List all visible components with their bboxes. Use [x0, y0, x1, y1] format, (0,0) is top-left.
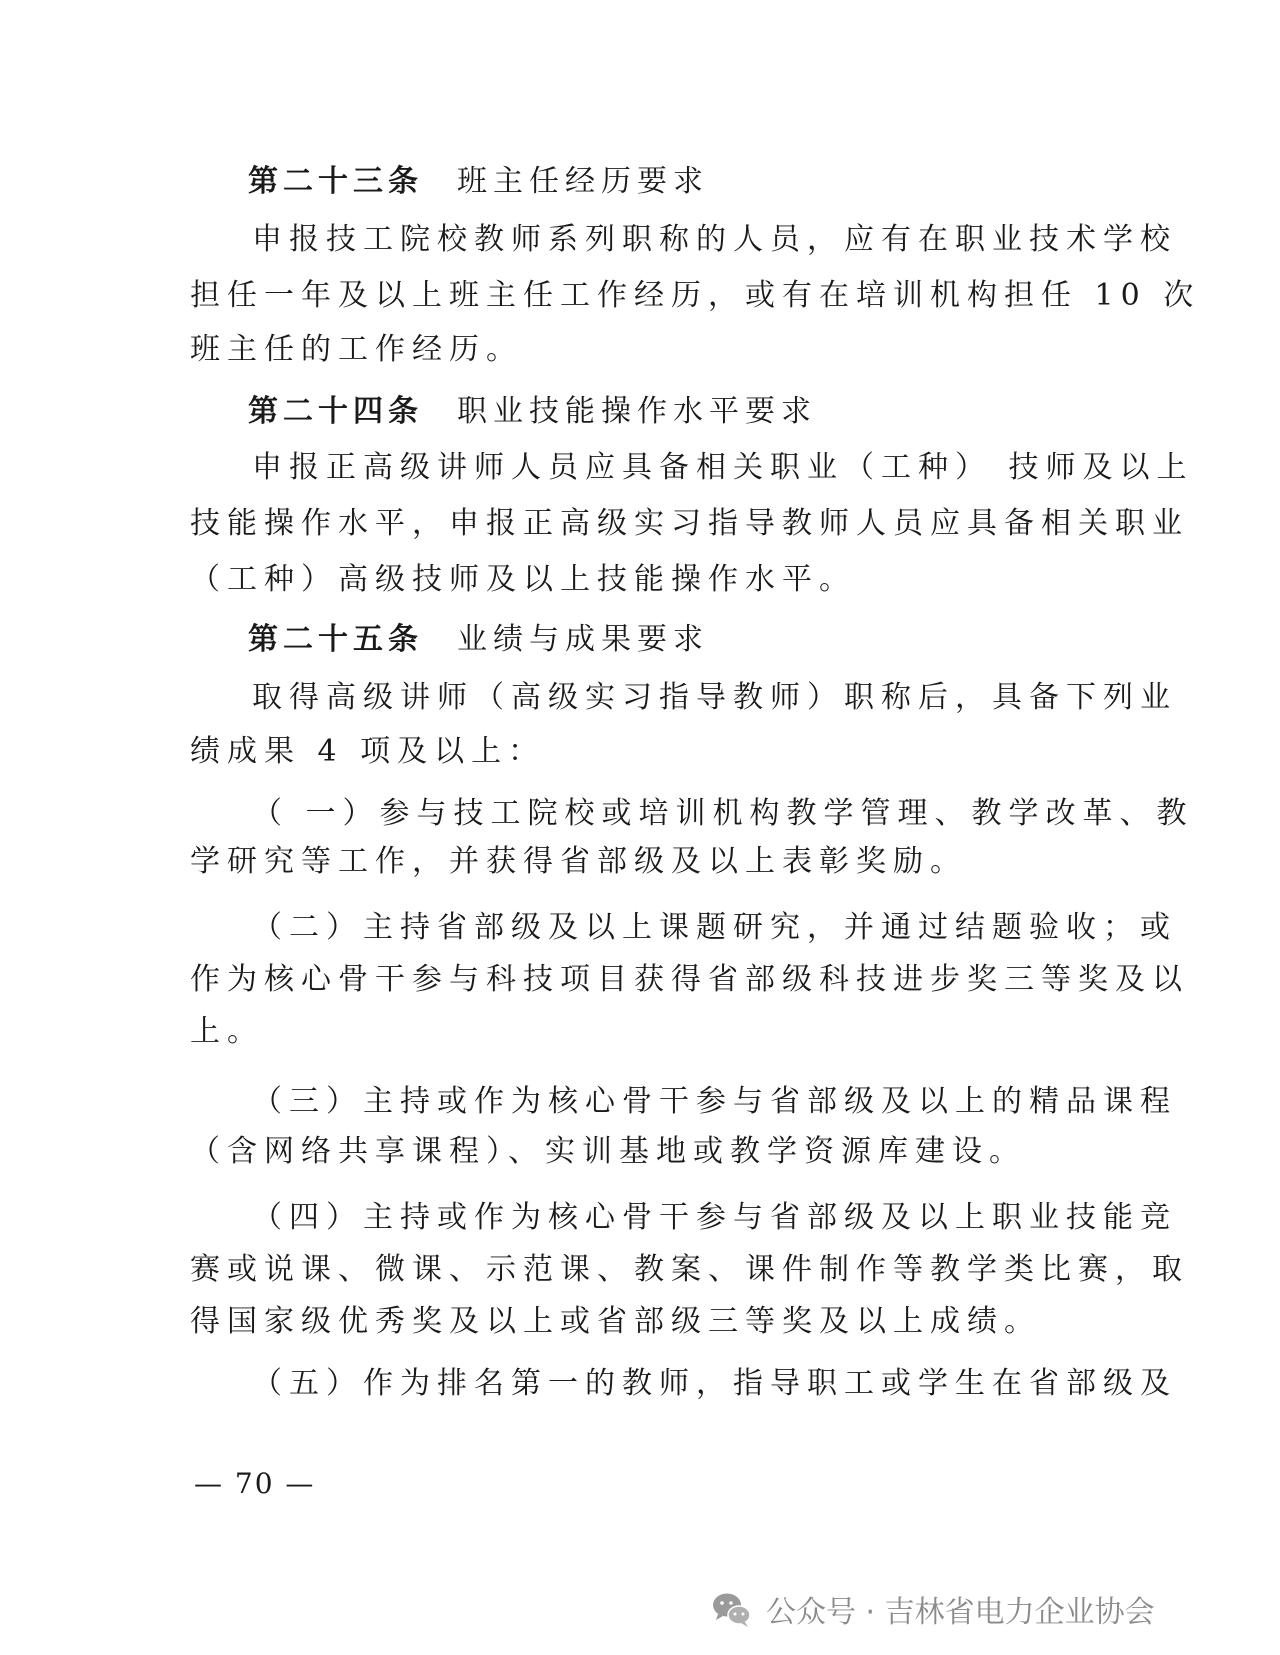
- paragraph-line: 申报正高级讲师人员应具备相关职业（工种） 技师及以上: [252, 450, 1194, 485]
- article-number: 第二十五条: [248, 622, 423, 657]
- list-item-line: （含网络共享课程）、实训基地或教学资源库建设。: [190, 1134, 1026, 1169]
- article-title: 业绩与成果要求: [457, 622, 709, 657]
- article-heading: [248, 620, 1148, 660]
- paragraph-line: 班主任的工作经历。: [190, 332, 523, 367]
- paragraph-line: 申报技工院校教师系列职称的人员，应有在职业技术学校: [252, 222, 1177, 257]
- list-item-line: （五）作为排名第一的教师，指导职工或学生在省部级及: [252, 1366, 1177, 1401]
- list-item-line: （二）主持省部级及以上课题研究，并通过结题验收；或: [252, 910, 1177, 945]
- list-item-line: 上。: [190, 1014, 264, 1049]
- watermark-text: 公众号 · 吉林省电力企业协会: [766, 1595, 1155, 1630]
- article-heading: [248, 392, 1148, 432]
- article-number: 第二十四条: [248, 394, 423, 429]
- article-title: 班主任经历要求: [457, 164, 709, 199]
- paragraph-line: 担任一年及以上班主任工作经历，或有在培训机构担任 10 次: [190, 278, 1201, 313]
- list-item-line: 学研究等工作，并获得省部级及以上表彰奖励。: [190, 844, 967, 879]
- list-item-line: 得国家级优秀奖及以上或省部级三等奖及以上成绩。: [190, 1304, 1041, 1339]
- list-item-line: （四）主持或作为核心骨干参与省部级及以上职业技能竞: [252, 1200, 1177, 1235]
- page-number: — 70 —: [194, 1467, 316, 1500]
- paragraph-line: 技能操作水平，申报正高级实习指导教师人员应具备相关职业: [190, 506, 1189, 541]
- paragraph-line: 绩成果 4 项及以上：: [190, 734, 546, 769]
- article-heading: [248, 162, 1148, 202]
- article-number: 第二十三条: [248, 164, 423, 199]
- paragraph-line: 取得高级讲师（高级实习指导教师）职称后，具备下列业: [252, 680, 1177, 715]
- article-title: 职业技能操作水平要求: [457, 394, 817, 429]
- list-item-line: 作为核心骨干参与科技项目获得省部级科技进步奖三等奖及以: [190, 962, 1189, 997]
- list-item-line: （ 一）参与技工院校或培训机构教学管理、教学改革、教: [252, 796, 1194, 831]
- list-item-line: 赛或说课、微课、示范课、教案、课件制作等教学类比赛，取: [190, 1252, 1189, 1287]
- list-item-line: （三）主持或作为核心骨干参与省部级及以上的精品课程: [252, 1084, 1177, 1119]
- watermark: [710, 1587, 1155, 1631]
- paragraph-line: （工种）高级技师及以上技能操作水平。: [190, 562, 856, 597]
- wechat-icon: [710, 1589, 754, 1629]
